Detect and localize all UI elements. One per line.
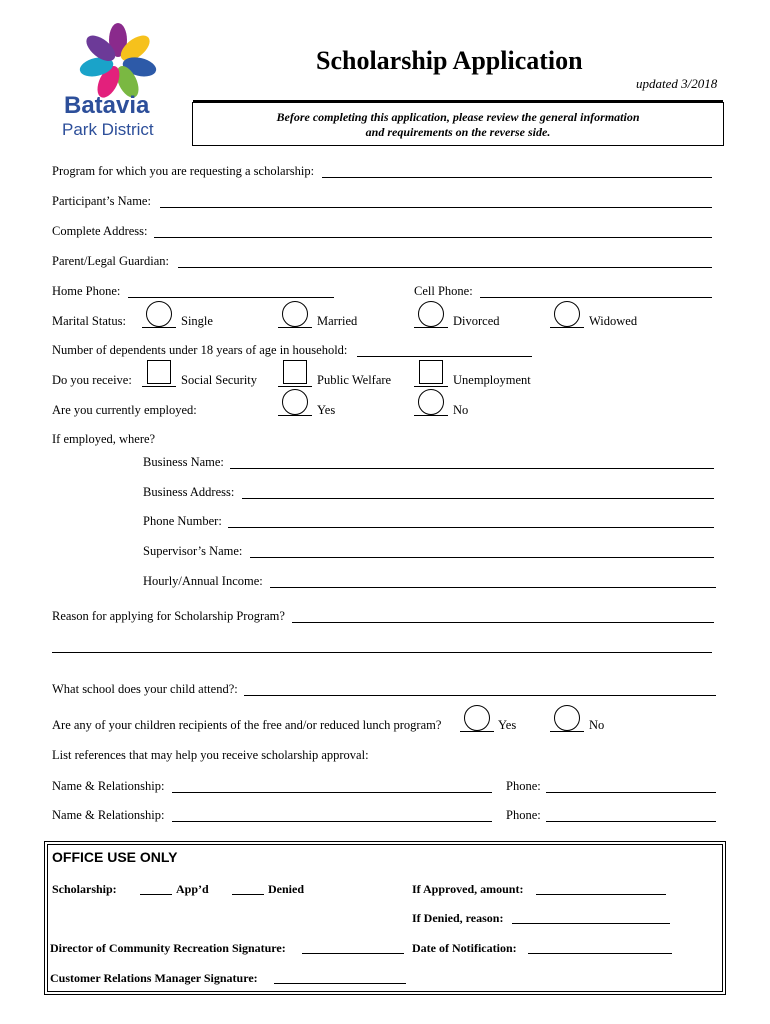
school-input[interactable] bbox=[244, 695, 716, 696]
lunch-yes-option: Yes bbox=[498, 718, 517, 732]
reason-input[interactable] bbox=[292, 622, 714, 623]
reason-label: Reason for applying for Scholarship Program? bbox=[52, 609, 285, 623]
supervisor-label: Supervisor’s Name: bbox=[143, 544, 243, 558]
reference-2-name-input[interactable] bbox=[172, 821, 492, 822]
reference-1-phone-input[interactable] bbox=[546, 792, 716, 793]
supervisor-input[interactable] bbox=[250, 557, 714, 558]
denied-reason-label: If Denied, reason: bbox=[412, 911, 504, 925]
guardian-input[interactable] bbox=[178, 267, 712, 268]
cell-phone-input[interactable] bbox=[480, 297, 712, 298]
social-security-checkbox[interactable] bbox=[147, 360, 171, 384]
public-welfare-checkbox[interactable] bbox=[283, 360, 307, 384]
lunch-yes-radio[interactable] bbox=[464, 705, 490, 731]
school-label: What school does your child attend?: bbox=[52, 682, 238, 696]
public-welfare-option: Public Welfare bbox=[317, 373, 392, 387]
crm-signature-input[interactable] bbox=[274, 983, 406, 984]
employed-no-radio[interactable] bbox=[418, 389, 444, 415]
guardian-label: Parent/Legal Guardian: bbox=[52, 254, 169, 268]
denied-reason-input[interactable] bbox=[512, 923, 670, 924]
reference-1-name-label: Name & Relationship: bbox=[52, 779, 165, 793]
reference-1-name-input[interactable] bbox=[172, 792, 492, 793]
approved-amount-label: If Approved, amount: bbox=[412, 882, 524, 896]
reference-2-phone-label: Phone: bbox=[506, 808, 541, 822]
program-input[interactable] bbox=[322, 177, 712, 178]
business-name-label: Business Name: bbox=[143, 455, 224, 469]
director-signature-label: Director of Community Recreation Signature: bbox=[50, 941, 286, 955]
divorced-option: Divorced bbox=[453, 314, 500, 328]
unemployment-option: Unemployment bbox=[453, 373, 531, 387]
social-security-option: Social Security bbox=[181, 373, 258, 387]
cell-phone-label: Cell Phone: bbox=[414, 284, 473, 298]
address-label: Complete Address: bbox=[52, 224, 148, 238]
widowed-option: Widowed bbox=[589, 314, 638, 328]
business-address-label: Business Address: bbox=[143, 485, 235, 499]
approved-input[interactable] bbox=[140, 894, 172, 895]
notification-date-label: Date of Notification: bbox=[412, 941, 517, 955]
business-name-input[interactable] bbox=[230, 468, 714, 469]
denied-input[interactable] bbox=[232, 894, 264, 895]
widowed-radio[interactable] bbox=[554, 301, 580, 327]
denied-label: Denied bbox=[268, 882, 304, 896]
unemployment-checkbox[interactable] bbox=[419, 360, 443, 384]
home-phone-label: Home Phone: bbox=[52, 284, 121, 298]
married-radio[interactable] bbox=[282, 301, 308, 327]
business-address-input[interactable] bbox=[242, 498, 714, 499]
single-option: Single bbox=[181, 314, 213, 328]
reason-input-continued[interactable] bbox=[52, 652, 712, 653]
crm-signature-label: Customer Relations Manager Signature: bbox=[50, 971, 258, 985]
single-radio[interactable] bbox=[146, 301, 172, 327]
reference-2-name-label: Name & Relationship: bbox=[52, 808, 165, 822]
lunch-no-radio[interactable] bbox=[554, 705, 580, 731]
batavia-logo bbox=[58, 22, 188, 142]
logo-name: Batavia bbox=[64, 92, 150, 119]
income-label: Hourly/Annual Income: bbox=[143, 574, 263, 588]
receive-label: Do you receive: bbox=[52, 373, 132, 387]
home-phone-input[interactable] bbox=[128, 297, 334, 298]
reference-2-phone-input[interactable] bbox=[546, 821, 716, 822]
married-option: Married bbox=[317, 314, 358, 328]
employed-yes-radio[interactable] bbox=[282, 389, 308, 415]
notification-date-input[interactable] bbox=[528, 953, 672, 954]
notice-line-2: and requirements on the reverse side. bbox=[365, 125, 551, 139]
director-signature-input[interactable] bbox=[302, 953, 404, 954]
employed-no-option: No bbox=[453, 403, 469, 417]
references-label: List references that may help you receive scholarship approval: bbox=[52, 748, 369, 762]
lunch-no-option: No bbox=[589, 718, 605, 732]
approved-amount-input[interactable] bbox=[536, 894, 666, 895]
divorced-radio[interactable] bbox=[418, 301, 444, 327]
program-label: Program for which you are requesting a scholarship: bbox=[52, 164, 315, 178]
employed-yes-option: Yes bbox=[317, 403, 336, 417]
updated-date: updated 3/2018 bbox=[636, 76, 718, 91]
scholarship-label: Scholarship: bbox=[52, 882, 117, 896]
lunch-label: Are any of your children recipients of the free and/or reduced lunch program? bbox=[52, 718, 442, 732]
approved-label: App’d bbox=[176, 882, 209, 896]
logo-subtitle: Park District bbox=[62, 120, 154, 139]
flower-logo-icon bbox=[78, 22, 158, 102]
office-use-title: OFFICE USE ONLY bbox=[52, 849, 178, 865]
income-input[interactable] bbox=[270, 587, 716, 588]
reference-1-phone-label: Phone: bbox=[506, 779, 541, 793]
marital-status-label: Marital Status: bbox=[52, 314, 126, 328]
phone-number-input[interactable] bbox=[228, 527, 714, 528]
employed-label: Are you currently employed: bbox=[52, 403, 197, 417]
phone-number-label: Phone Number: bbox=[143, 514, 222, 528]
page-title: Scholarship Application bbox=[316, 46, 583, 75]
address-input[interactable] bbox=[154, 237, 712, 238]
participant-label: Participant’s Name: bbox=[52, 194, 151, 208]
notice-line-1: Before completing this application, please review the general information bbox=[276, 110, 640, 124]
participant-input[interactable] bbox=[160, 207, 712, 208]
dependents-input[interactable] bbox=[357, 356, 532, 357]
if-employed-label: If employed, where? bbox=[52, 432, 156, 446]
dependents-label: Number of dependents under 18 years of age in household: bbox=[52, 343, 348, 357]
